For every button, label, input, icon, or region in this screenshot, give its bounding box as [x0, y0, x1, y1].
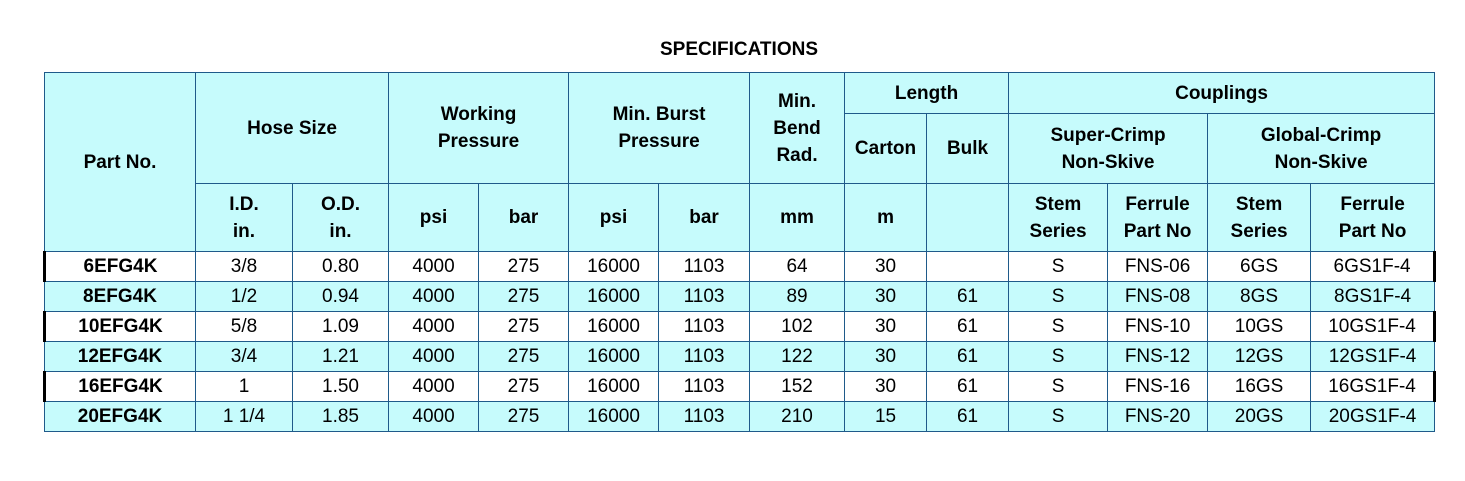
cell-gc-ferrule: 8GS1F-4	[1311, 282, 1435, 312]
cell-bp-psi: 16000	[569, 402, 659, 432]
cell-od: 0.80	[293, 252, 389, 282]
cell-wp-bar: 275	[479, 402, 569, 432]
cell-id: 1 1/4	[196, 402, 293, 432]
table-row	[45, 282, 1435, 312]
cell-od: 1.85	[293, 402, 389, 432]
cell-bulk: 61	[927, 372, 1009, 402]
specifications-table	[43, 72, 1436, 432]
cell-part-no: 16EFG4K	[45, 372, 196, 402]
cell-bulk: 61	[927, 342, 1009, 372]
header-mm: mm	[750, 184, 845, 252]
cell-bp-bar: 1103	[659, 372, 750, 402]
cell-sc-stem: S	[1009, 312, 1108, 342]
cell-bp-bar: 1103	[659, 342, 750, 372]
cell-part-no: 10EFG4K	[45, 312, 196, 342]
table-row	[45, 252, 1435, 282]
cell-carton: 30	[845, 312, 927, 342]
cell-wp-psi: 4000	[389, 312, 479, 342]
cell-gc-ferrule: 12GS1F-4	[1311, 342, 1435, 372]
cell-carton: 30	[845, 282, 927, 312]
cell-bp-psi: 16000	[569, 312, 659, 342]
cell-bend: 210	[750, 402, 845, 432]
cell-id: 5/8	[196, 312, 293, 342]
cell-part-no: 12EFG4K	[45, 342, 196, 372]
cell-carton: 30	[845, 252, 927, 282]
cell-gc-stem: 20GS	[1208, 402, 1311, 432]
cell-sc-ferrule: FNS-06	[1108, 252, 1208, 282]
cell-bend: 152	[750, 372, 845, 402]
cell-wp-psi: 4000	[389, 342, 479, 372]
cell-wp-psi: 4000	[389, 402, 479, 432]
cell-bend: 122	[750, 342, 845, 372]
header-wp-bar: bar	[479, 184, 569, 252]
header-bulk-unit	[927, 184, 1009, 252]
cell-part-no: 20EFG4K	[45, 402, 196, 432]
header-global-crimp: Global-Crimp Non-Skive	[1208, 114, 1435, 184]
cell-id: 3/8	[196, 252, 293, 282]
cell-carton: 30	[845, 372, 927, 402]
table-row	[45, 402, 1435, 432]
cell-wp-bar: 275	[479, 372, 569, 402]
header-wp-psi: psi	[389, 184, 479, 252]
cell-gc-ferrule: 20GS1F-4	[1311, 402, 1435, 432]
header-bp-psi: psi	[569, 184, 659, 252]
cell-bp-bar: 1103	[659, 312, 750, 342]
cell-gc-ferrule: 16GS1F-4	[1311, 372, 1435, 402]
cell-wp-bar: 275	[479, 252, 569, 282]
cell-bend: 102	[750, 312, 845, 342]
cell-gc-stem: 10GS	[1208, 312, 1311, 342]
cell-bulk: 61	[927, 402, 1009, 432]
header-id: I.D. in.	[196, 184, 293, 252]
header-hose-size: Hose Size	[196, 73, 389, 184]
header-carton: Carton	[845, 114, 927, 184]
table-row	[45, 372, 1435, 402]
cell-part-no: 8EFG4K	[45, 282, 196, 312]
cell-bp-bar: 1103	[659, 402, 750, 432]
header-sc-stem: Stem Series	[1009, 184, 1108, 252]
header-super-crimp: Super-Crimp Non-Skive	[1009, 114, 1208, 184]
cell-sc-stem: S	[1009, 342, 1108, 372]
cell-sc-ferrule: FNS-12	[1108, 342, 1208, 372]
cell-gc-ferrule: 10GS1F-4	[1311, 312, 1435, 342]
cell-wp-psi: 4000	[389, 252, 479, 282]
header-od: O.D. in.	[293, 184, 389, 252]
header-gc-ferrule: Ferrule Part No	[1311, 184, 1435, 252]
cell-gc-stem: 6GS	[1208, 252, 1311, 282]
cell-sc-ferrule: FNS-20	[1108, 402, 1208, 432]
cell-part-no: 6EFG4K	[45, 252, 196, 282]
header-length: Length	[845, 73, 1009, 114]
cell-gc-stem: 8GS	[1208, 282, 1311, 312]
cell-sc-stem: S	[1009, 252, 1108, 282]
cell-id: 1	[196, 372, 293, 402]
table-row	[45, 312, 1435, 342]
cell-bp-psi: 16000	[569, 282, 659, 312]
page-title: SPECIFICATIONS	[660, 39, 818, 60]
cell-gc-stem: 12GS	[1208, 342, 1311, 372]
cell-od: 1.21	[293, 342, 389, 372]
cell-id: 1/2	[196, 282, 293, 312]
cell-sc-ferrule: FNS-08	[1108, 282, 1208, 312]
cell-sc-ferrule: FNS-16	[1108, 372, 1208, 402]
cell-wp-bar: 275	[479, 342, 569, 372]
cell-od: 0.94	[293, 282, 389, 312]
cell-bp-psi: 16000	[569, 342, 659, 372]
cell-bp-psi: 16000	[569, 372, 659, 402]
cell-wp-bar: 275	[479, 282, 569, 312]
cell-carton: 30	[845, 342, 927, 372]
cell-bp-psi: 16000	[569, 252, 659, 282]
cell-bp-bar: 1103	[659, 282, 750, 312]
cell-bulk: 61	[927, 312, 1009, 342]
header-working-pressure: Working Pressure	[389, 73, 569, 184]
cell-od: 1.09	[293, 312, 389, 342]
cell-wp-bar: 275	[479, 312, 569, 342]
cell-sc-stem: S	[1009, 282, 1108, 312]
table-body	[45, 252, 1435, 432]
cell-bend: 64	[750, 252, 845, 282]
cell-wp-psi: 4000	[389, 372, 479, 402]
cell-od: 1.50	[293, 372, 389, 402]
cell-sc-stem: S	[1009, 402, 1108, 432]
header-bp-bar: bar	[659, 184, 750, 252]
header-m: m	[845, 184, 927, 252]
cell-id: 3/4	[196, 342, 293, 372]
header-couplings: Couplings	[1009, 73, 1435, 114]
header-min-bend-rad: Min. Bend Rad.	[750, 73, 845, 184]
cell-bulk	[927, 252, 1009, 282]
cell-bulk: 61	[927, 282, 1009, 312]
header-min-burst-pressure: Min. Burst Pressure	[569, 73, 750, 184]
cell-bp-bar: 1103	[659, 252, 750, 282]
cell-bend: 89	[750, 282, 845, 312]
cell-carton: 15	[845, 402, 927, 432]
header-part-no: Part No.	[45, 73, 196, 252]
header-sc-ferrule: Ferrule Part No	[1108, 184, 1208, 252]
cell-sc-stem: S	[1009, 372, 1108, 402]
cell-gc-ferrule: 6GS1F-4	[1311, 252, 1435, 282]
header-gc-stem: Stem Series	[1208, 184, 1311, 252]
header-bulk: Bulk	[927, 114, 1009, 184]
cell-sc-ferrule: FNS-10	[1108, 312, 1208, 342]
cell-gc-stem: 16GS	[1208, 372, 1311, 402]
table-row	[45, 342, 1435, 372]
cell-wp-psi: 4000	[389, 282, 479, 312]
